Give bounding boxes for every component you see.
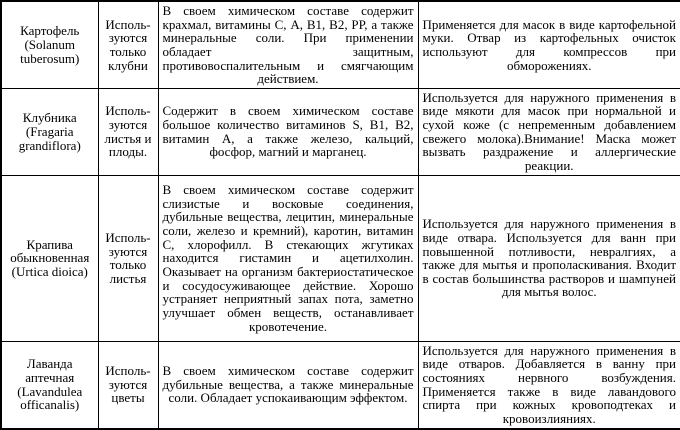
plant-name: Картофель (Solanum tuberosum) xyxy=(1,1,98,88)
plant-composition: В своем химическом составе содержит слизистые и восковые соединения, дубильные вещества, лецитин, минеральные соли, железо и кремний), каротин, витамин С, хлорофилл. В стекающих жгутиках находится гистамин и ацетилхолин. Оказывает на организм бактериостатическое и сосудосуживающее действие. Хорошо устраняет неприятный запах пота, заметно улучшает обмен веществ, останавливает кровотечение. xyxy=(158,175,418,341)
table-row-potato xyxy=(1,1,680,88)
plant-name: Лаванда аптечная (Lavandulea officanalis) xyxy=(1,341,98,428)
plant-composition: В своем химическом составе содержит крахмал, витамины С, А, В1, В2, РР, а также минеральные соли. При применении обладает защитным, противовоспалительным и смягчающим действием. xyxy=(158,1,418,88)
plant-parts-used: Используются только листья xyxy=(98,175,158,341)
plant-composition: В своем химическом составе содержит дубильные вещества, а также минеральные соли. Обладает успокаивающим эффектом. xyxy=(158,341,418,428)
plant-name: Крапива обыкновенная (Urtica dioica) xyxy=(1,175,98,341)
plant-parts-used: Используются только клубни xyxy=(98,1,158,88)
plant-name: Клубника (Fragaria grandiflora) xyxy=(1,88,98,175)
plant-application: Используется для наружного применения в виде отваров. Добавляется в ванну при состояниях нервного возбуждения. Применяется также в виде лавандового спирта при кожных кровоподтеках и кровоизлияниях. xyxy=(418,341,680,428)
plant-parts-used: Используются листья и плоды. xyxy=(98,88,158,175)
table-row-lavender xyxy=(1,341,680,428)
table-row-nettle xyxy=(1,175,680,341)
table-row-strawberry xyxy=(1,88,680,175)
plant-parts-used: Используются цветы xyxy=(98,341,158,428)
plant-composition: Содержит в своем химическом составе большое количество витаминов S, В1, В2, витамин А, а также железо, кальций, фосфор, магний и марганец. xyxy=(158,88,418,175)
plant-application: Используется для наружного применения в виде отвара. Используется для ванн при повышенной потливости, невралгиях, а также для мытья и прополаскивания. Входит в состав большинства растворов и шампуней для мытья волос. xyxy=(418,175,680,341)
plant-application: Применяется для масок в виде картофельной муки. Отвар из картофельных очисток используют для компрессов при обморожениях. xyxy=(418,1,680,88)
plant-application: Используется для наружного применения в виде мякоти для масок при нормальной и сухой коже (с непременным добавлением свежего молока).Внимание! Маска может вызвать раздражение и аллергические реакции. xyxy=(418,88,680,175)
